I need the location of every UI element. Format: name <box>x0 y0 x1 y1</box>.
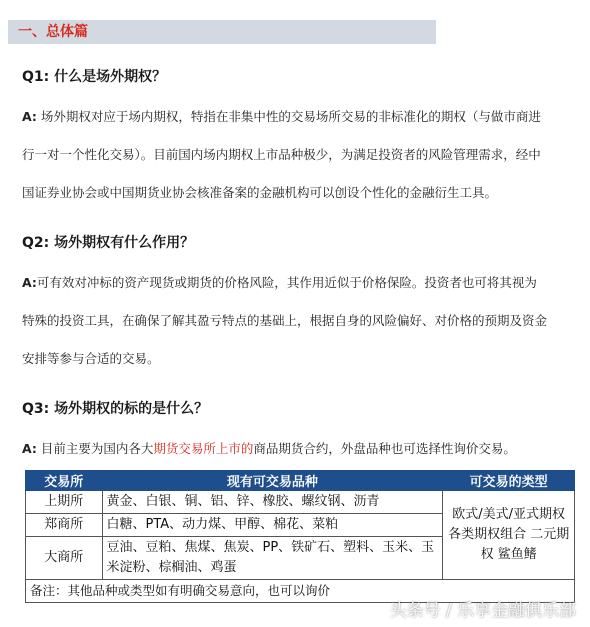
header-products: 现有可交易品种 <box>102 471 443 491</box>
header-types: 可交易的类型 <box>443 471 575 491</box>
types-cell: 欧式/美式/亚式期权 各类期权组合 二元期权 鲨鱼鳍 <box>443 491 575 580</box>
q2-answer-label: A: <box>22 275 37 290</box>
q3-answer-label: A: <box>22 441 37 456</box>
table-note: 备注：其他品种或类型如有明确交易意向，也可以询价 <box>26 580 575 603</box>
products-cell: 豆油、豆粕、焦煤、焦炭、PP、铁矿石、塑料、玉米、玉米淀粉、棕榈油、鸡蛋 <box>102 537 443 580</box>
exchange-cell: 上期所 <box>26 491 103 514</box>
product-table <box>25 470 575 603</box>
watermark: 头条号 / 乐享金融俱乐部 <box>389 601 576 621</box>
exchange-cell: 郑商所 <box>26 514 103 537</box>
products-cell: 黄金、白银、铜、铝、锌、橡胶、螺纹钢、沥青 <box>102 491 443 514</box>
products-cell: 白糖、PTA、动力煤、甲醇、棉花、菜粕 <box>102 514 443 537</box>
q3-answer: A: 目前主要为国内各大期货交易所上市的商品期货合约，外盘品种也可选择性询价交易。 <box>22 441 516 456</box>
q1-answer-line: A: 场外期权对应于场内期权，特指在非集中性的交易场所交易的非标准化的期权（与做市商进 <box>22 109 541 124</box>
exchange-cell: 大商所 <box>26 537 103 580</box>
table-row <box>26 491 575 514</box>
q2-answer <box>22 264 578 378</box>
q1-answer-label: A: <box>22 109 37 124</box>
q1-answer-line: 行一对一个性化交易）。目前国内场内期权上市品种极少，为满足投资者的风险管理需求，经中 <box>22 147 541 162</box>
q2-answer-line: A:可有效对冲标的资产现货或期货的价格风险，其作用近似于价格保险。投资者也可将其视为 <box>22 275 537 290</box>
q3-question: Q3: 场外期权的标的是什么？ <box>22 401 209 417</box>
q1-answer <box>22 98 578 212</box>
q2-answer-line: 安排等参与合适的交易。 <box>22 351 160 366</box>
q2-answer-line: 特殊的投资工具，在确保了解其盈亏特点的基础上，根据自身的风险偏好、对价格的预期及资金 <box>22 313 548 328</box>
table-header-row <box>26 471 575 491</box>
section-title: 一、总体篇 <box>8 20 436 44</box>
q2-question: Q2: 场外期权有什么作用？ <box>22 235 195 251</box>
q1-question: Q1: 什么是场外期权？ <box>22 69 167 85</box>
highlight-text: 期货交易所上市的 <box>153 441 254 456</box>
header-exchange: 交易所 <box>26 471 103 491</box>
q1-answer-line: 国证券业协会或中国期货业协会核准备案的金融机构可以创设个性化的金融衍生工具。 <box>22 185 498 200</box>
